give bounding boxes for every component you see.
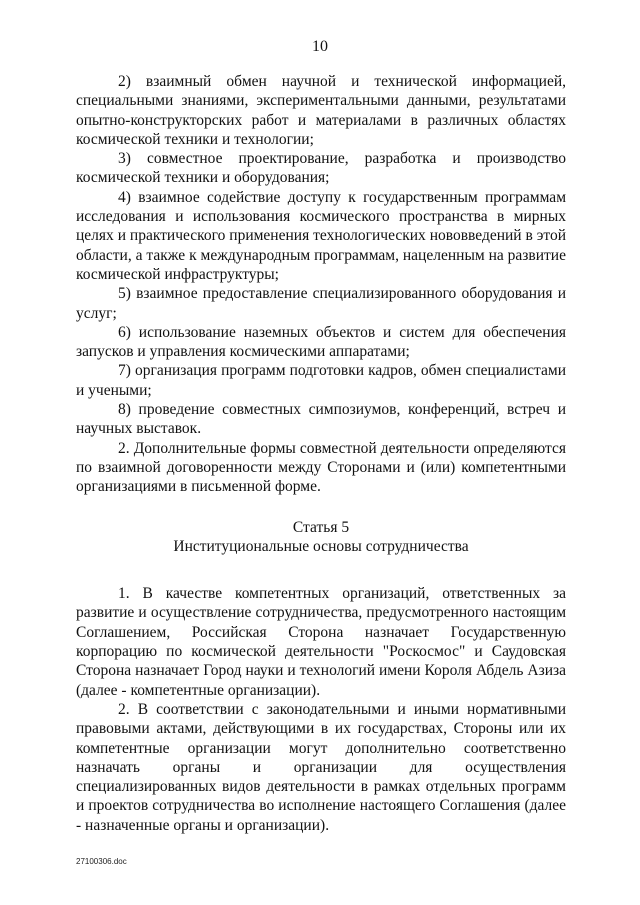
paragraph: 2. В соответствии с законодательными и иными нормативными правовыми актами, действующими в их государствах, Стороны или их компетентные организации могут дополнительно соответственно назначать органы и организации для осуществления специализированных видов деятельности в рамках отдельных программ и проектов сотрудничества во исполнение настоящего Соглашения (далее - назначенные органы и организации).: [76, 700, 566, 834]
file-name-footer: 27100306.doc: [76, 857, 127, 866]
document-body: [76, 72, 566, 835]
article-number: Статья 5: [292, 518, 350, 536]
list-item: 3) совместное проектирование, разработка и производство космической техники и оборудования;: [76, 150, 566, 187]
list-item: 5) взаимное предоставление специализированного оборудования и услуг;: [76, 285, 566, 322]
list-item: 7) организация программ подготовки кадров, обмен специалистами и учеными;: [76, 362, 566, 399]
article-heading: [76, 518, 566, 557]
article-body: [76, 584, 566, 835]
list-item: 6) использование наземных объектов и систем для обеспечения запусков и управления космическими аппаратами;: [76, 323, 566, 361]
paragraph: 1. В качестве компетентных организаций, ответственных за развитие и осуществление сотрудничества, предусмотренного настоящим Соглашением, Российская Сторона назначает Государственную корпорацию по космической деятельности "Роскосмос" и Саудовская Сторона назначает Город науки и технологий имени Короля Абдель Азиза (далее - компетентные организации).: [76, 585, 566, 699]
page-number: 10: [312, 38, 328, 55]
list-item: 2) взаимный обмен научной и технической информацией, специальными знаниями, экспериментальными данными, результатами опытно-конструкторских работ и материалами в различных областях космической техники и технологии;: [76, 73, 566, 148]
paragraph: 2. Дополнительные формы совместной деятельности определяются по взаимной договоренности между Сторонами и (или) компетентными организациями в письменной форме.: [76, 439, 566, 496]
list-item: 4) взаимное содействие доступу к государственным программам исследования и использования космического пространства в мирных целях и практического применения технологических нововведений в этой области, а также к международным программам, нацеленным на развитие космической инфраструктуры;: [76, 188, 566, 283]
article-title: Институциональные основы сотрудничества: [173, 537, 469, 555]
list-item: 8) проведение совместных симпозиумов, конференций, встреч и научных выставок.: [76, 401, 566, 438]
